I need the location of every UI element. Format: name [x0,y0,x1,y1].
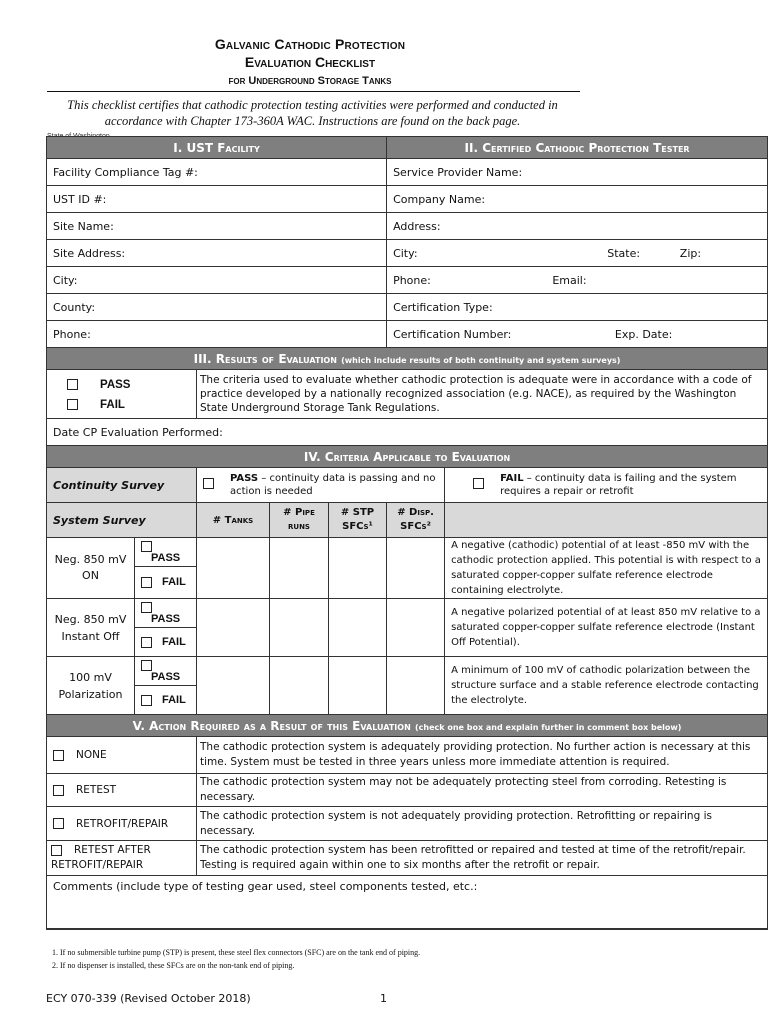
action-label: NONE [76,749,107,761]
col-pipe-runs: # Pipe runs [270,503,329,538]
continuity-pass-text: – continuity data is passing and no action is needed [230,473,436,497]
footnote-2: 2. If no dispenser is installed, these SFCs are on the non-tank end of piping. [52,961,295,970]
continuity-fail-option [445,468,768,503]
form-title-line2: Evaluation Checklist [244,54,376,70]
pass-checkbox[interactable] [67,379,78,390]
action-checkbox-none[interactable] [53,750,64,761]
continuity-fail-checkbox[interactable] [473,478,484,489]
tester-city-field[interactable]: City: [393,246,418,260]
checklist-form [46,136,768,930]
action-row [47,774,768,807]
criteria-description: A negative polarized potential of at least 850 mV relative to a saturated copper-copper sulfate reference electrode (Instant Off Potential). [445,599,768,657]
section-4-header [47,446,768,468]
section-1-title: I. UST Facility [47,137,387,159]
pass-label: PASS [151,613,181,625]
certification-type-field[interactable]: Certification Type: [387,294,768,321]
tester-zip-field[interactable]: Zip: [679,246,702,260]
fail-option [135,566,197,598]
criteria-label: Neg. 850 mV Instant Off [47,599,135,657]
comments-field[interactable]: Comments (include type of testing gear used, steel components tested, etc.: [47,876,768,930]
action-label: RETEST AFTER RETROFIT/REPAIR [51,844,151,871]
company-name-field[interactable]: Company Name: [387,186,768,213]
continuity-fail-label: FAIL [500,473,524,484]
continuity-fail-text: – continuity data is failing and the system requires a repair or retrofit [500,473,737,497]
pass-label: PASS [151,671,181,683]
col-blank [445,503,768,538]
address-field[interactable]: Address: [387,213,768,240]
fail-label: FAIL [162,636,186,648]
criteria-row [47,657,768,686]
action-description: The cathodic protection system has been retrofitted or repaired and tested at time of the retrofit/repair. Testing is required again within one to six months after the retrofit or repair. [197,841,768,876]
action-row [47,737,768,774]
criteria-row [47,538,768,567]
facility-tag-field[interactable]: Facility Compliance Tag #: [47,159,387,186]
action-option [47,737,197,774]
phone-field[interactable]: Phone: [47,321,387,348]
action-description: The cathodic protection system may not be adequately protecting steel from corroding. Retesting is necessary. [197,774,768,807]
section-1-2-header [47,137,768,159]
disp-sfcs-cell[interactable] [387,599,445,657]
evaluation-date-field[interactable]: Date CP Evaluation Performed: [47,419,768,446]
site-name-field[interactable]: Site Name: [47,213,387,240]
action-description: The cathodic protection system is not adequately providing protection. Retrofitting or repairing is necessary. [197,807,768,841]
criteria-text: The criteria used to evaluate whether cathodic protection is adequate were in accordance with a code of practice developed by a nationally recognized association (e.g. NACE), as required by the Washington State Underground Storage Tank Regulations. [197,370,768,419]
pass-label: PASS [151,551,181,564]
section-3-title: III. Results of Evaluation [193,351,337,366]
continuity-pass-option [197,468,445,503]
pass-option [135,657,197,686]
continuity-survey-label: Continuity Survey [47,468,197,503]
footnote-1: 1. If no submersible turbine pump (STP) is present, these steel flex connectors (SFC) are on the tank end of piping. [52,948,421,957]
stp-sfcs-cell[interactable] [329,657,387,715]
fail-label: FAIL [100,399,125,411]
section-3-note: (which include results of both continuity and system surveys) [341,355,621,365]
cert-number-row [387,321,768,348]
criteria-pass-checkbox[interactable] [141,660,152,671]
form-title-line1: Galvanic Cathodic Protection [214,36,406,52]
form-subtitle: for Underground Storage Tanks [228,75,392,87]
fail-checkbox[interactable] [67,399,78,410]
section-4-title: IV. Criteria Applicable to Evaluation [47,446,768,468]
continuity-row [47,468,768,503]
criteria-fail-checkbox[interactable] [141,637,152,648]
fail-label: FAIL [162,576,186,589]
action-description: The cathodic protection system is adequately providing protection. No further action is necessary at this time. System must be tested in three years unless more immediate attention is required. [197,737,768,774]
tester-phone-field[interactable]: Phone: [393,273,431,287]
title-rule [47,91,580,92]
page-number: 1 [380,992,387,1005]
pass-option [135,599,197,628]
criteria-pass-checkbox[interactable] [141,541,152,552]
disp-sfcs-cell[interactable] [387,538,445,599]
form-row [47,321,768,348]
intro-text: This checklist certifies that cathodic protection testing activities were performed and conducted in accordance with Chapter 173-360A WAC. Instructions are found on the back page. [67,98,558,128]
tester-email-field[interactable]: Email: [552,273,587,287]
stp-sfcs-cell[interactable] [329,599,387,657]
pass-option [135,538,197,567]
criteria-pass-checkbox[interactable] [141,602,152,613]
system-survey-label: System Survey [47,503,197,538]
section-2-title: II. Certified Cathodic Protection Tester [387,137,768,159]
fail-label: FAIL [162,694,186,706]
form-number: ECY 070-339 (Revised October 2018) [46,992,251,1005]
form-row [47,159,768,186]
section-5-header [47,715,768,737]
pipe-runs-cell[interactable] [270,657,329,715]
action-option [47,807,197,841]
criteria-fail-checkbox[interactable] [141,695,152,706]
action-row [47,841,768,876]
action-checkbox-retrofit[interactable] [53,818,64,829]
action-label: RETEST [76,784,117,796]
certification-number-field[interactable]: Certification Number: [393,327,512,341]
service-provider-field[interactable]: Service Provider Name: [387,159,768,186]
criteria-description: A minimum of 100 mV of cathodic polarization between the structure surface and a stable reference electrode contacting the electrolyte. [445,657,768,715]
pipe-runs-cell[interactable] [270,538,329,599]
action-checkbox-retest-after[interactable] [51,845,62,856]
form-row [47,267,768,294]
tester-city-row [387,240,768,267]
action-option [47,841,197,876]
stp-sfcs-cell[interactable] [329,538,387,599]
section-5-title: V. Action Required as a Result of this Evaluation [132,718,411,733]
tanks-cell[interactable] [197,538,270,599]
continuity-pass-checkbox[interactable] [203,478,214,489]
pass-fail-options [47,370,197,419]
section-5-note: (check one box and explain further in comment box below) [414,722,682,732]
comments-row [47,876,768,930]
criteria-label: Neg. 850 mV ON [47,538,135,599]
tester-state-field[interactable]: State: [607,246,641,260]
pipe-runs-cell[interactable] [270,599,329,657]
site-address-field[interactable]: Site Address: [47,240,387,267]
tanks-cell[interactable] [197,599,270,657]
county-field[interactable]: County: [47,294,387,321]
form-row [47,294,768,321]
disp-sfcs-cell[interactable] [387,657,445,715]
section-3-header [47,348,768,370]
criteria-description: A negative (cathodic) potential of at least -850 mV with the cathodic protection applied. This potential is with respect to a saturated copper-copper sulfate reference electrode containing electrolyte. [445,538,768,599]
action-label: RETROFIT/REPAIR [76,817,169,830]
form-row [47,186,768,213]
criteria-row [47,599,768,628]
pass-label: PASS [100,379,131,391]
results-row [47,370,768,419]
continuity-pass-label: PASS [230,473,259,484]
tanks-cell[interactable] [197,657,270,715]
form-row [47,213,768,240]
col-disp-sfcs: # Disp. SFCs² [387,503,445,538]
col-stp-sfcs: # STP SFCs¹ [329,503,387,538]
col-tanks: # Tanks [197,503,270,538]
ust-id-field[interactable]: UST ID #: [47,186,387,213]
form-row [47,419,768,446]
system-survey-header [47,503,768,538]
criteria-label: 100 mV Polarization [47,657,135,715]
action-checkbox-retest[interactable] [53,785,64,796]
action-option [47,774,197,807]
fail-option [135,686,197,715]
criteria-fail-checkbox[interactable] [141,577,152,588]
tester-phone-row [387,267,768,294]
city-field[interactable]: City: [47,267,387,294]
exp-date-field[interactable]: Exp. Date: [614,327,673,341]
action-row [47,807,768,841]
fail-option [135,628,197,657]
form-row [47,240,768,267]
